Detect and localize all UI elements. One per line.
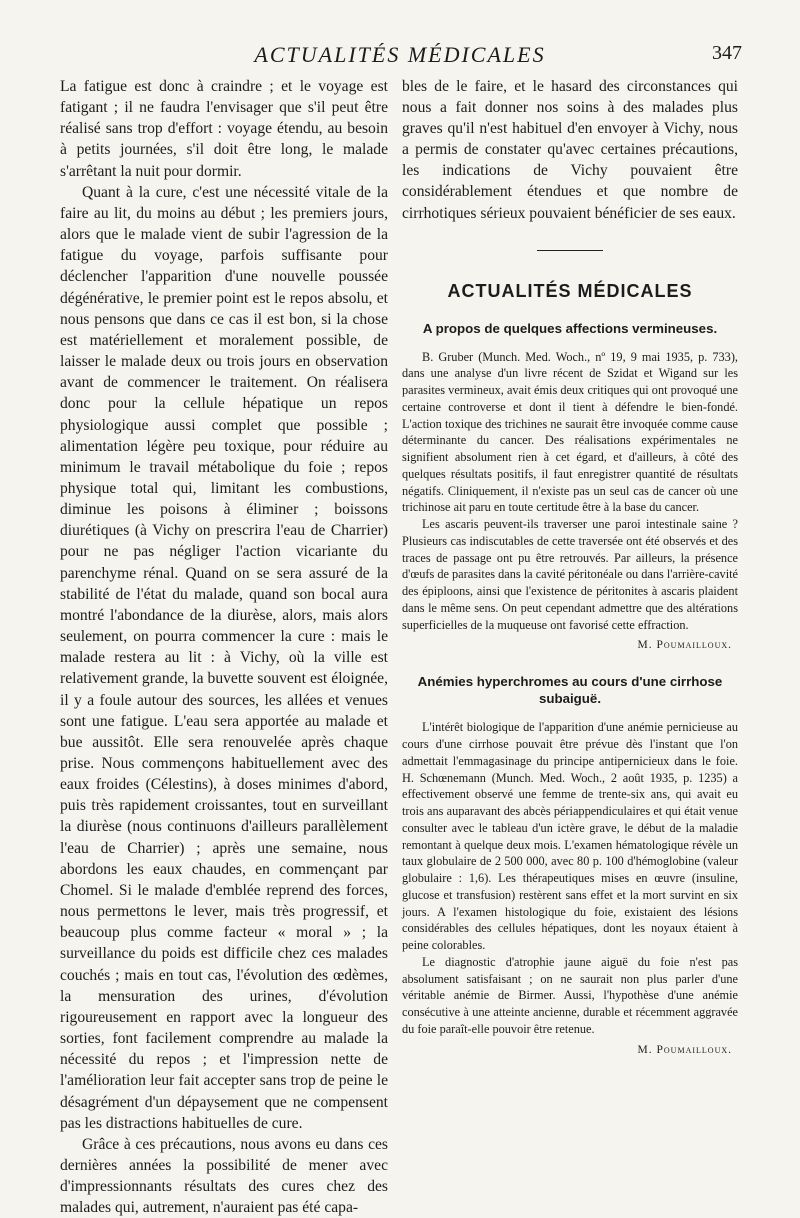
body-paragraph: Quant à la cure, c'est une nécessité vitale de la faire au lit, du moins au début ; les premiers jours, alors que le malade vient de subir l'agression de la fatigue du voyage, parfois suffisante pour déclencher l'apparition d'une nouvelle poussée dégénérative, le premier point est le repos absolu, et nous pensons que dans ce cas il est bon, si la chose est matériellement et moralement possible, de laisser le malade deux ou trois jours en observation avant de commencer le traitement. On réalisera donc pour la cellule hépatique un repos physiologique aussi complet que possible ; alimentation légère peu toxique, pour réduire au minimum le travail métabolique du foie ; repos physique total qui, limitant les combustions, diminue les poisons à éliminer ; boissons diurétiques (à Vichy on prescrira l'eau de Charrier) pour ne pas négliger l'action vicariante du parenchyme rénal. Quand on se sera assuré de la stabilité de l'état du malade, quand son bocal aura montré l'abondance de la diurèse, alors, mais alors seulement, on pourra commencer la cure : mais le malade restera au lit : à Vichy, où la ville est relativement grande, la buvette souvent est éloignée, il y a foule autour des sources, les allées et venues sont une fatigue. L'eau sera apportée au malade et bue aussitôt. Elle sera renouvelée après chaque prise. Nous commençons habituellement avec des eaux froides (Célestins), à doses minimes d'abord, puis très rapidement croissantes, tout en surveillant la diurèse (nous continuons d'ailleurs parallèlement l'eau de Charrier) ; après une semaine, nous abordons les eaux chaudes, en commençant par Chomel. Si le malade d'emblée reprend des forces, nous permettons le lever, mais très progressif, et beaucoup plus comme facteur « moral » ; la surveillance du poids est difficile chez ces malades couchés ; mais en tout cas, l'évolution des œdèmes, la mensuration des urines, d'évolution rigoureusement en rapport avec la longueur des sorties, font facilement comprendre au malade la nécessité du repos ; et l'impression nette de l'amélioration leur fait accepter sans trop de peine le désagrément d'un dépaysement que ne compensent pas les distractions habituelles de cure. bbox=[60, 183, 388, 1132]
body-paragraph: La fatigue est donc à craindre ; et le voyage est fatigant ; il ne faudra l'envisager que s'il peut être réalisé sans trop d'effort : voyage étendu, au besoin à petits journées, s'il doit être long, le malade s'arrêtant la nuit pour dormir. bbox=[60, 78, 388, 180]
article-paragraph: Le diagnostic d'atrophie jaune aiguë du foie n'est pas absolument satisfaisant ; on ne saurait non plus parler d'une véritable anémie de Birmer. Aussi, l'hypothèse d'une anémie consécutive à une atteinte ancienne, durable et récemment aggravée du foie paraît-elle pouvoir être retenue. bbox=[402, 954, 738, 1036]
article-title: Anémies hyperchromes au cours d'une cirrhose subaiguë. bbox=[417, 674, 723, 707]
article-signature: M. Poumailloux. bbox=[637, 639, 732, 652]
article-paragraph: B. Gruber (Munch. Med. Woch., nº 19, 9 mai 1935, p. 733), dans une analyse d'un livre récent de Szidat et Wigand sur les parasites vermineux, avait émis deux critiques qui ont provoqué une certaine controverse et dont il tient à défendre le bien-fondé. L'action toxique des trichines ne saurait être invoquée comme cause déterminante du cancer. Des réalisations expérimentales ne signifient absolument rien à cet égard, et d'ailleurs, à côté des quelques résultats positifs, il faut enregistrer quantité de résultats négatifs. Cliniquement, il n'existe pas un seul cas de cancer où une trichinose ait paru en toute certitude être à la base du cancer. bbox=[402, 349, 738, 515]
continuation-paragraph: bles de le faire, et le hasard des circonstances qui nous a fait donner nos soins à des malades plus graves qu'il n'est habituel d'en envoyer à Vichy, nous a permis de constater qu'avec certaines précautions, les indications de Vichy pouvaient être considérablement étendues et que nombre de cirrhotiques sérieux pouvaient bénéficier de ses eaux. bbox=[402, 78, 738, 222]
section-title: ACTUALITÉS MÉDICALES bbox=[447, 280, 693, 301]
running-header bbox=[0, 42, 800, 72]
section-divider bbox=[537, 250, 603, 251]
page-number: 347 bbox=[712, 42, 742, 64]
article-paragraph: L'intérêt biologique de l'apparition d'une anémie pernicieuse au cours d'une cirrhose pouvait être prévue dès l'instant que l'on admettait l'emmagasinage du principe antipernicieux dans le foie. H. Schœnemann (Munch. Med. Woch., 2 août 1935, p. 1235) a effectivement observé une femme de trente-six ans, qui avait eu trois ans auparavant des abcès périappendiculaires et qui était venue consulter avec le tableau d'un ictère grave, le début de la maladie remontant à quelque deux mois. L'examen hématologique révèle un taux globulaire de 2 500 000, avec 80 p. 100 d'hémoglobine (valeur globulaire : 1,6). Les thérapeutiques mises en œuvre (insuline, glucose et transfusion) restèrent sans effet et la mort survint en six jours. A l'examen histologique du foie, existaient des lésions considérables des cellules hépatiques, dont les noyaux étaient à peine colorables. bbox=[402, 720, 738, 953]
body-paragraph: Grâce à ces précautions, nous avons eu dans ces dernières années la possibilité de mener avec d'impressionnants résultats des cures chez des malades qui, autrement, n'auraient pas été capa- bbox=[60, 1135, 388, 1217]
article-paragraph: Les ascaris peuvent-ils traverser une paroi intestinale saine ? Plusieurs cas indiscutables de cette traversée ont été observés et des traces de passage ont pu être retrouvés. Par ailleurs, la présence d'œufs de parasites dans la cavité péritonéale ou dans l'arrière-cavité des épiploons, ainsi que l'existence de péritonites à ascaris plaident dans le même sens. On peut cependant admettre que des altérations superficielles de la muqueuse ont favorisé cette effraction. bbox=[402, 517, 738, 632]
running-title: ACTUALITÉS MÉDICALES bbox=[254, 42, 546, 67]
right-column bbox=[402, 76, 738, 1056]
article-signature: M. Poumailloux. bbox=[637, 1043, 732, 1056]
left-column bbox=[60, 76, 388, 1218]
article-title: A propos de quelques affections vermineuses. bbox=[422, 320, 718, 336]
